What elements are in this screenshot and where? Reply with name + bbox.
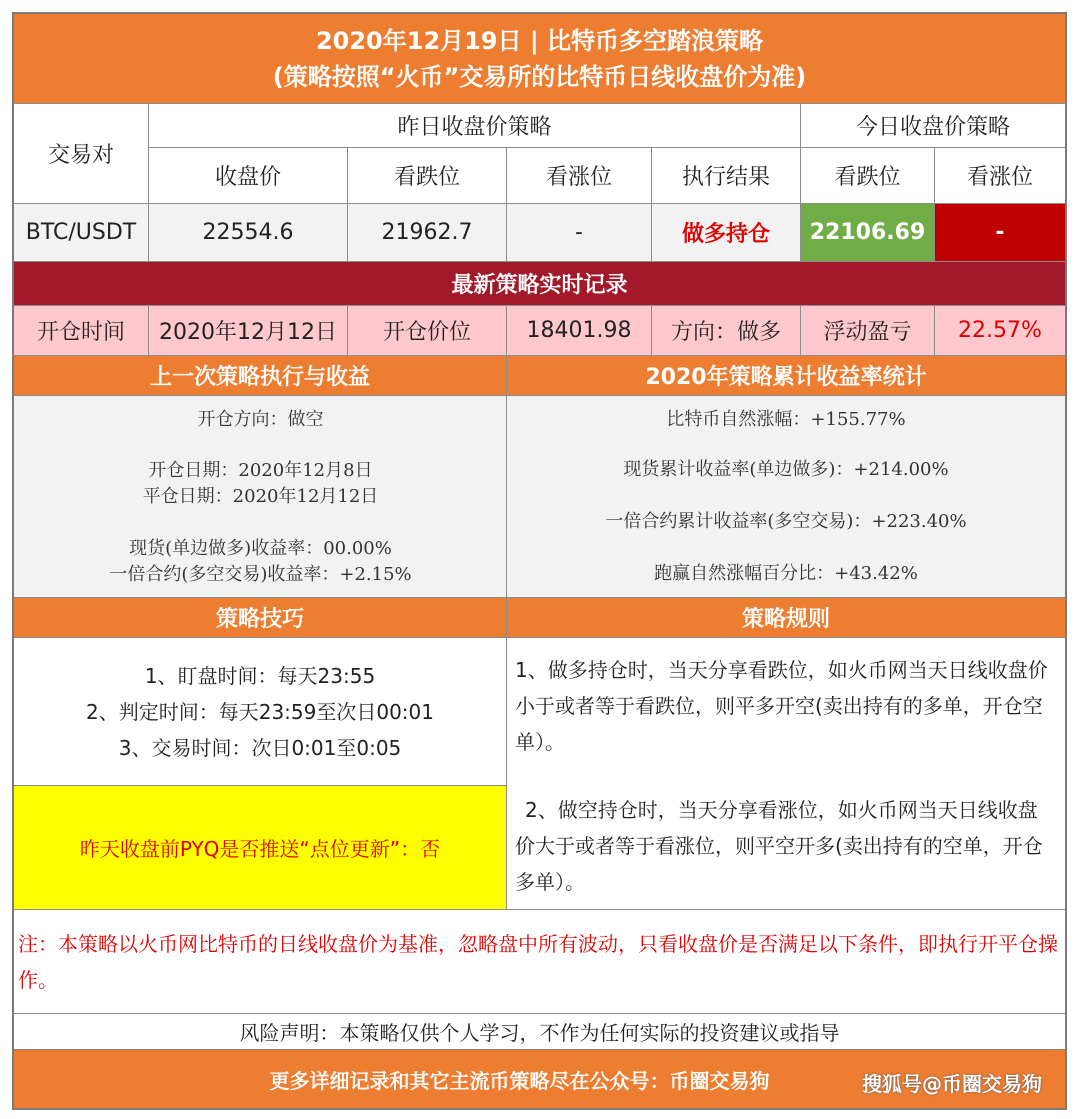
tip-item: 2、判定时间：每天23:59至次日00:01: [86, 699, 434, 724]
last-trade-direction: 开仓方向：做空: [197, 409, 324, 430]
yearly-outperform: 跑赢自然涨幅百分比：+43.42%: [654, 563, 918, 584]
rules-title: 策略规则: [507, 598, 1065, 638]
result-header: 执行结果: [652, 148, 801, 204]
page-subtitle: (策略按照“火币”交易所的比特币日线收盘价为准): [272, 62, 807, 91]
tip-item: 3、交易时间：次日0:01至0:05: [118, 735, 402, 760]
rule-2: 2、做空持仓时，当天分享看涨位，如火币网当天日线收盘价大于或者等于看涨位，则平空开多(卖出持有的空单，开仓多单）。: [515, 798, 1043, 894]
today-bull-cell: -: [935, 204, 1065, 262]
yearly-title: 2020年策略累计收益率统计: [507, 356, 1065, 396]
yearly-panel: [507, 396, 1065, 598]
yearly-contract-cum: 一倍合约累计收益率(多空交易)：+223.40%: [605, 511, 967, 532]
open-price-label: 开仓价位: [348, 306, 507, 356]
header-banner: [14, 14, 1065, 104]
today-bear-cell: 22106.69: [801, 204, 935, 262]
today-bull-header: 看涨位: [935, 148, 1065, 204]
bull-level-header: 看涨位: [507, 148, 652, 204]
today-group-header: 今日收盘价策略: [801, 104, 1065, 148]
risk-statement: 风险声明：本策略仅供个人学习，不作为任何实际的投资建议或指导: [14, 1014, 1065, 1050]
last-trade-close-date: 平仓日期：2020年12月12日: [142, 486, 379, 507]
today-bear-header: 看跌位: [801, 148, 935, 204]
close-price-header: 收盘价: [149, 148, 348, 204]
tips-list: [14, 638, 507, 786]
rule-1: 1、做多持仓时，当天分享看跌位，如火币网当天日线收盘价小于或者等于看跌位，则平多开空(卖出持有的多单，开仓空单）。: [515, 658, 1048, 754]
last-trade-title: 上一次策略执行与收益: [14, 356, 507, 396]
page-title: 2020年12月19日 | 比特币多空踏浪策略: [315, 26, 764, 55]
note-text: 注：本策略以火币网比特币的日线收盘价为基准，忽略盘中所有波动，只看收盘价是否满足以下条件，即执行开平仓操作。: [18, 932, 1058, 992]
open-price-value: 18401.98: [507, 306, 652, 356]
pair-cell: BTC/USDT: [14, 204, 149, 262]
tip-item: 1、盯盘时间：每天23:55: [144, 663, 376, 688]
bull-level-cell: -: [507, 204, 652, 262]
direction-value: 方向：做多: [652, 306, 801, 356]
open-time-label: 开仓时间: [14, 306, 149, 356]
last-trade-contract-return: 一倍合约(多空交易)收益率：+2.15%: [109, 564, 412, 585]
bear-level-header: 看跌位: [348, 148, 507, 204]
yesterday-group-header: 昨日收盘价策略: [149, 104, 801, 148]
pyq-notice: 昨天收盘前PYQ是否推送“点位更新”：否: [14, 786, 507, 910]
tips-title: 策略技巧: [14, 598, 507, 638]
last-trade-open-date: 开仓日期：2020年12月8日: [148, 460, 373, 481]
yearly-btc-rise: 比特币自然涨幅：+155.77%: [666, 409, 906, 430]
rules-panel: [507, 638, 1065, 910]
pnl-label: 浮动盈亏: [801, 306, 935, 356]
strategy-sheet: [12, 12, 1067, 1110]
realtime-title: 最新策略实时记录: [14, 262, 1065, 306]
result-cell: 做多持仓: [652, 204, 801, 262]
footer-text: 更多详细记录和其它主流币策略尽在公众号：币圈交易狗: [269, 1068, 770, 1093]
bear-level-cell: 21962.7: [348, 204, 507, 262]
pnl-value: 22.57%: [935, 306, 1065, 356]
watermark: 搜狐号@币圈交易狗: [862, 1072, 1042, 1096]
last-trade-panel: [14, 396, 507, 598]
yearly-spot-cum: 现货累计收益率(单边做多)：+214.00%: [623, 459, 949, 480]
pair-header: 交易对: [14, 104, 149, 204]
last-trade-spot-return: 现货(单边做多)收益率：00.00%: [129, 538, 392, 559]
close-price-cell: 22554.6: [149, 204, 348, 262]
note-panel: [14, 910, 1065, 1014]
open-time-value: 2020年12月12日: [149, 306, 348, 356]
